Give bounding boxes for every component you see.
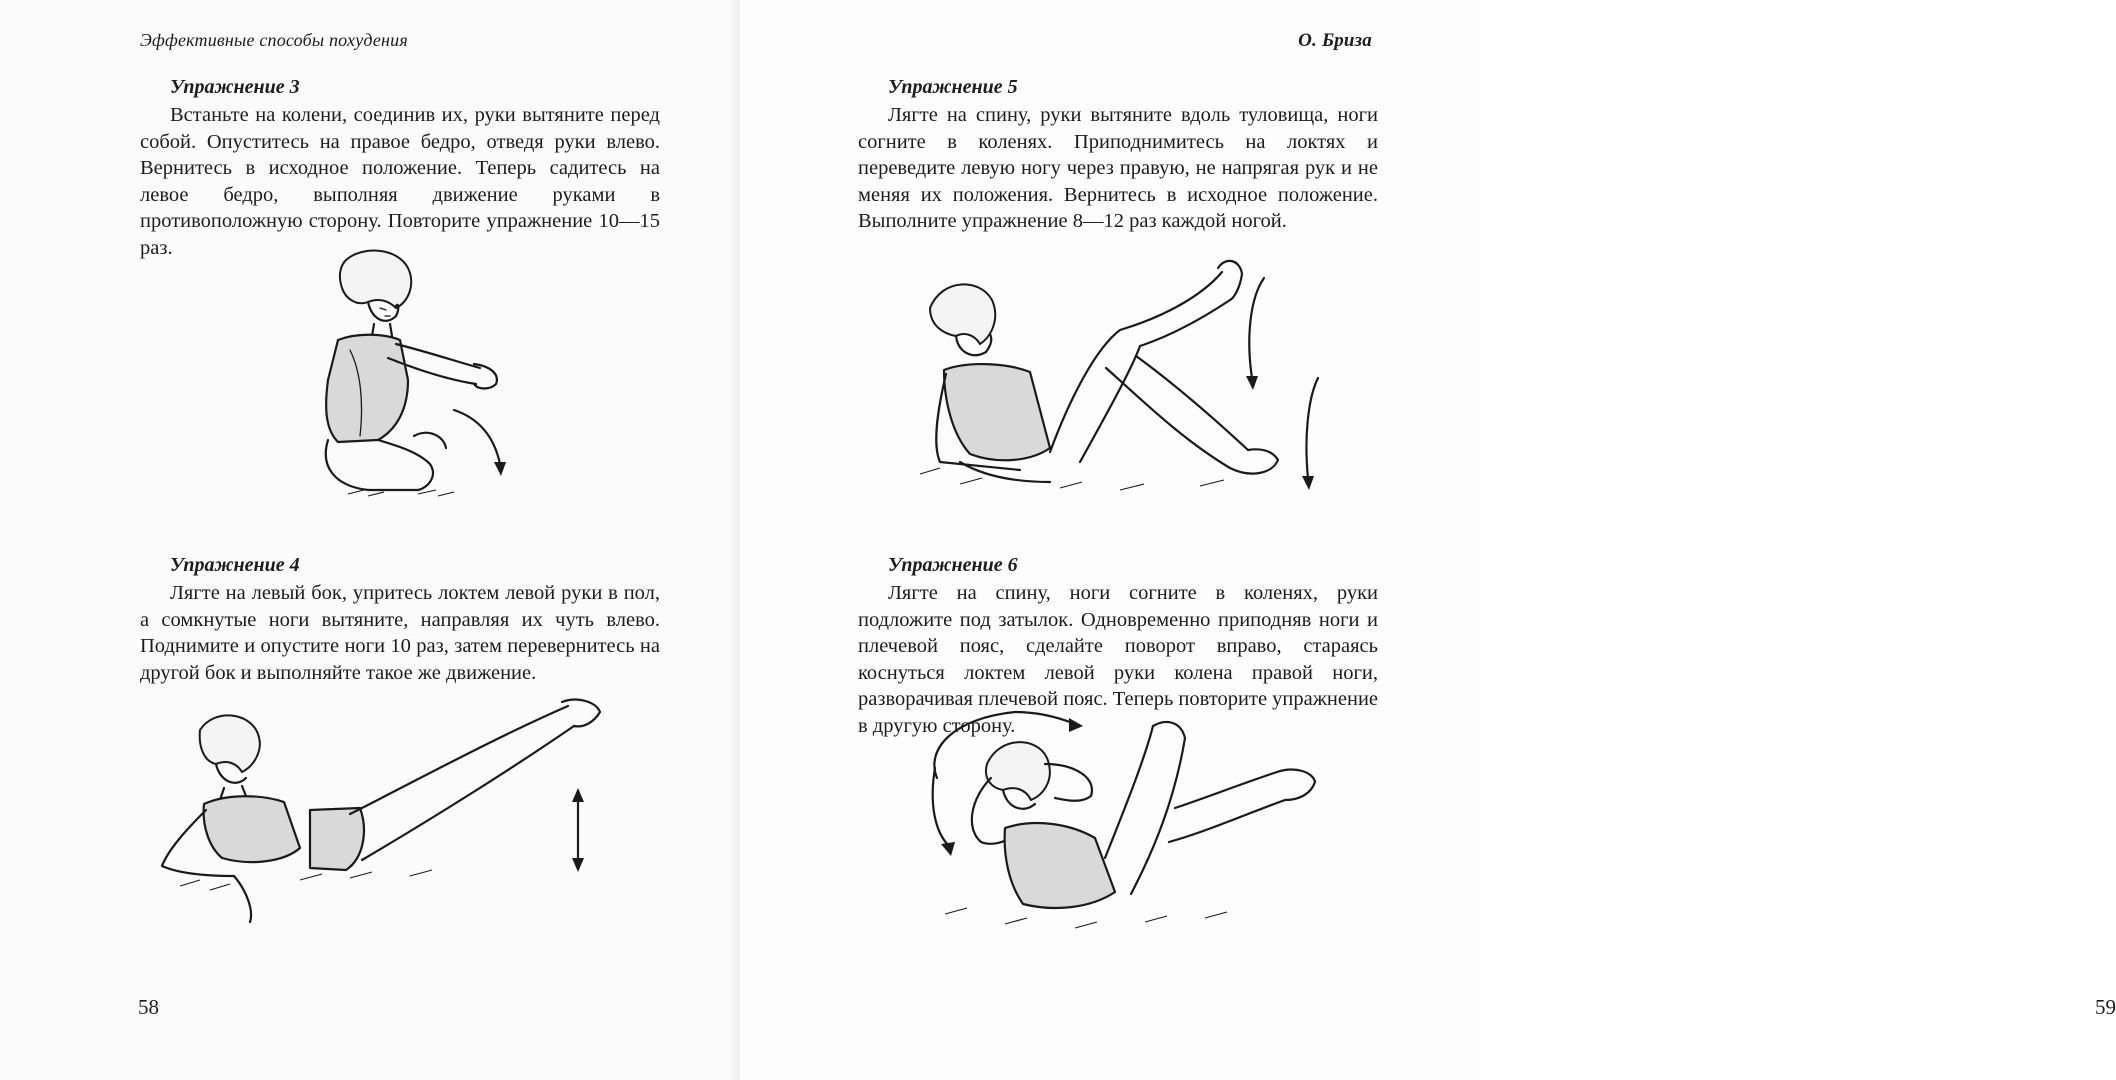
exercise-title: Упражнение 6: [888, 554, 1018, 576]
exercise-5-illustration: [900, 248, 1350, 508]
exercise-3-illustration: [268, 240, 528, 500]
exercise-6-illustration: [905, 708, 1345, 948]
page-number-right: 59: [2095, 995, 2116, 1019]
page-number-left: 58: [138, 995, 159, 1019]
exercise-title: Упражнение 5: [888, 76, 1018, 98]
running-head-right: О. Бриза: [1298, 30, 1372, 51]
left-page: [0, 0, 740, 1080]
exercise-title: Упражнение 4: [170, 554, 300, 576]
exercise-text: Лягте на спину, ноги согните в коленях, руки подложите под затылок. Одновременно приподняв ноги и плечевой пояс, сделайте поворот вправо, стараясь коснуться локтем левой руки колена правой ноги, разворачивая плечевой пояс. Теперь повторите упражнение в другую сторону.: [858, 582, 1379, 737]
exercise-3: [140, 74, 660, 261]
exercise-4: [140, 552, 660, 686]
exercise-title: Упражнение 3: [170, 76, 300, 98]
exercise-5: [858, 74, 1378, 235]
exercise-text: Встаньте на колени, соединив их, руки вытяните перед собой. Опуститесь на правое бедро, отведя руки влево. Вернитесь в исходное положение. Теперь садитесь на левое бедро, выполняя движение руками в противоположную сторону. Повторите упражнение 10—15 раз.: [140, 104, 660, 259]
exercise-text: Лягте на спину, руки вытяните вдоль туловища, ноги согните в коленях. Приподнимитесь на локтях и переведите левую ногу через правую, не напрягая рук и не меняя их положения. Вернитесь в исходное положение. Выполните упражнение 8—12 раз каждой ногой.: [858, 104, 1378, 232]
exercise-4-illustration: [150, 690, 610, 950]
running-head-left: Эффективные способы похудения: [140, 30, 408, 50]
exercise-text: Лягте на левый бок, упритесь локтем левой руки в пол, а сомкнутые ноги вытяните, направляя их чуть влево. Поднимите и опустите ноги 10 раз, затем перевернитесь на другой бок и выполняйте такое же движение.: [140, 582, 660, 684]
